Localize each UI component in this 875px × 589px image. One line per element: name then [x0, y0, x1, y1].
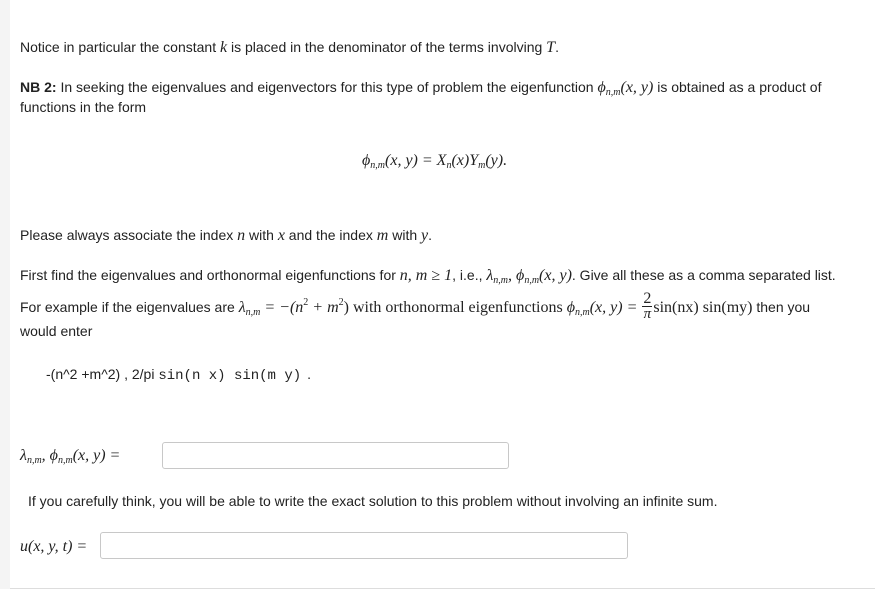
phi-symbol: ϕ: [597, 79, 606, 96]
question-card: [10, 0, 875, 589]
answer2-label: u(x, y, t) =: [20, 538, 88, 555]
nb-label: NB 2:: [20, 79, 57, 95]
answer1-label: $\lambda_{n,m}$, $\phi_{n,m}(x$, y) =: [20, 447, 121, 466]
notice-line: Notice in particular the constant k is placed in the denominator of the terms involving T.: [20, 39, 559, 56]
notice-text: Notice in particular the constant: [20, 39, 220, 55]
example-line-2: would enter: [20, 323, 93, 339]
instruction-line: First find the eigenvalues and orthonormal eigenfunctions for n, m ≥ 1, i.e., $\lambda_{n,m}$, $\phi_{n,m}(x$, y). Give all these as a comma separated list.: [20, 267, 836, 286]
var-t: T: [546, 39, 556, 56]
notice-text-2: is placed in the denominator of the terms involving: [227, 39, 547, 55]
fraction-2-over-pi: $\frac{2}{\pi}$: [643, 290, 652, 322]
display-equation: $\phi_{n,m}(x$, $y) = X_n(x)Y_m(y)$.: [362, 152, 508, 171]
eigen-answer-input[interactable]: [162, 442, 509, 469]
example-line-1: For example if the eigenvalues are $\lambda_{n,m} = -(n^2 + m^2)$ with orthonormal eigenfunctions $\phi_{n,m}(x$, y) = $\frac{2}{\pi}$ sin(nx) sin(my) then you: [20, 290, 811, 322]
association-line: Please always associate the index n with x and the index m with y.: [20, 227, 433, 244]
nb-line-1: NB 2: In seeking the eigenvalues and eigenvectors for this type of problem the eigenfunction $\phi_{n,m}(x$, y) is obtained as a product of: [20, 79, 822, 98]
var-k: k: [220, 39, 228, 56]
hint-text: If you carefully think, you will be able to write the exact solution to this problem without involving an infinite sum.: [28, 493, 718, 509]
nb-line-2: functions in the form: [20, 99, 147, 115]
solution-answer-input[interactable]: [100, 532, 628, 559]
code-example: -(n^2 +m^2) , 2/pi sin(n x) sin(m y) .: [46, 366, 312, 384]
